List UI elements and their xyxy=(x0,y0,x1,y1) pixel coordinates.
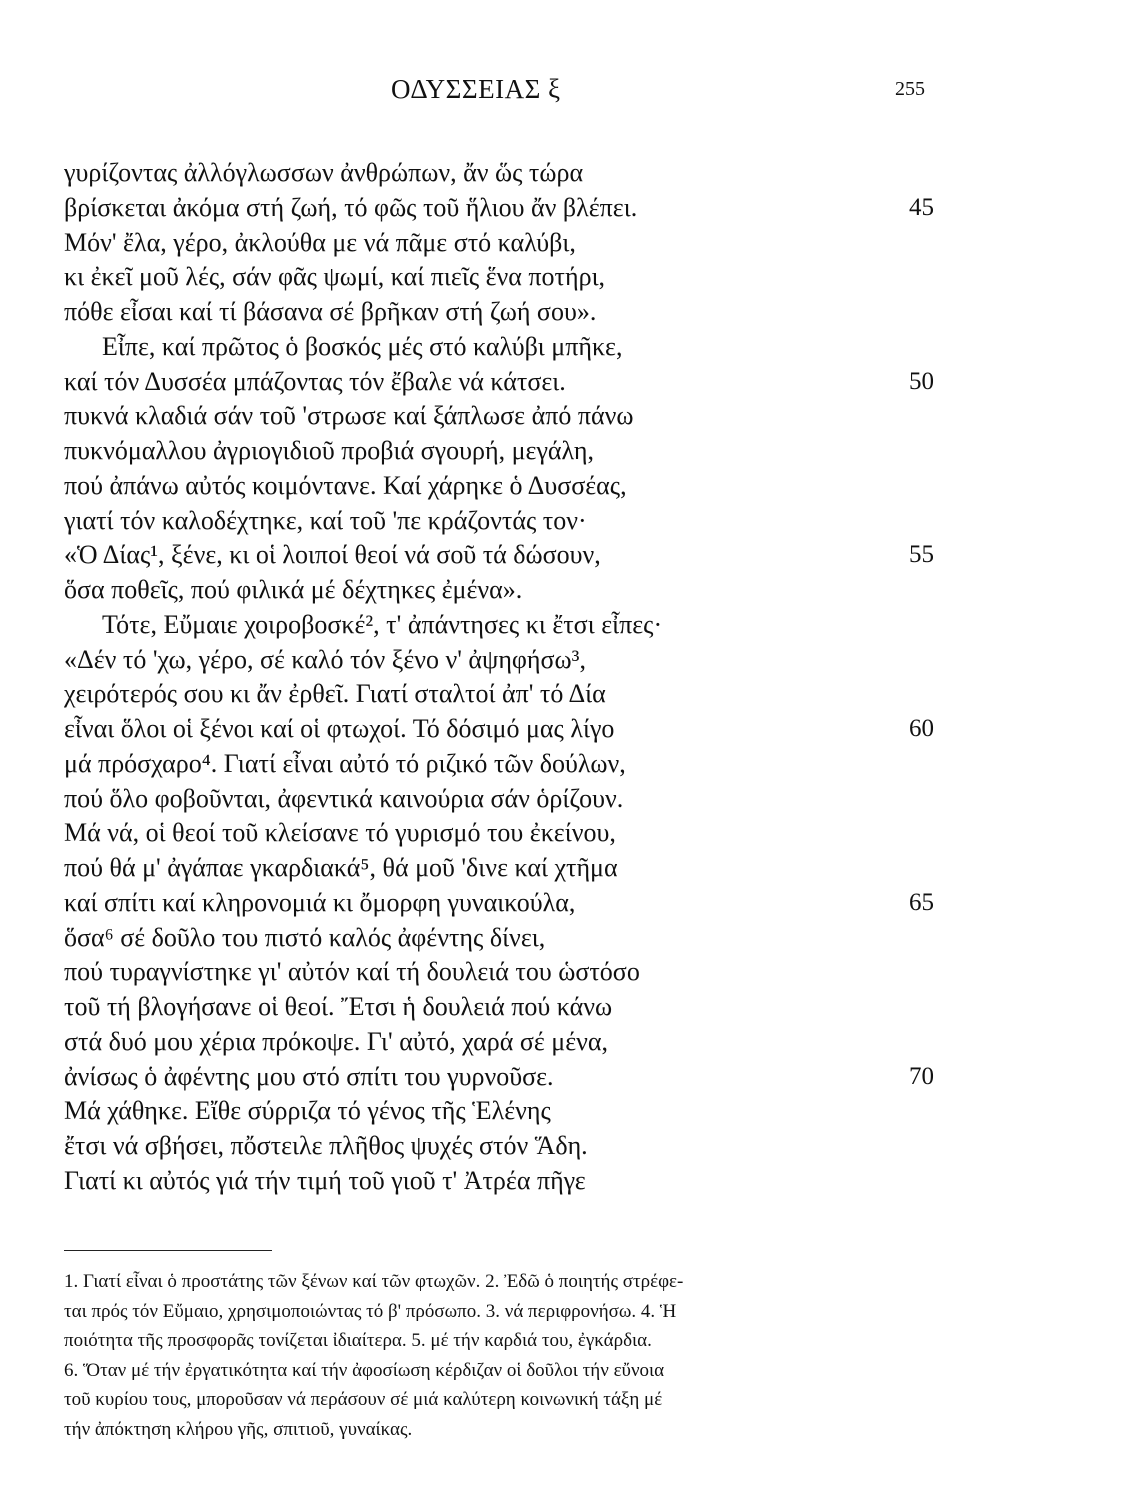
line-number: 45 xyxy=(909,193,934,221)
verse-line xyxy=(64,504,934,539)
verse-text: Εἶπε, καί πρῶτος ὁ βοσκός μές στό καλύβι μπῆκε, xyxy=(102,331,623,361)
verse-text: μά πρόσχαρο⁴. Γιατί εἶναι αὐτό τό ριζικό τῶν δούλων, xyxy=(64,748,626,778)
verse-line xyxy=(64,1025,934,1060)
verse-line xyxy=(64,747,934,782)
verse-text: Μά χάθηκε. Εἴθε σύρριζα τό γένος τῆς Ἑλένης xyxy=(64,1096,551,1126)
verse-text: ὅσα⁶ σέ δοῦλο του πιστό καλός ἀφέντης δίνει, xyxy=(64,922,546,952)
verse-line xyxy=(64,573,934,608)
footnote-divider xyxy=(64,1250,272,1251)
footnote-line: τήν ἀπόκτηση κλήρου γῆς, σπιτιοῦ, γυναίκας. xyxy=(64,1418,413,1440)
verse-line xyxy=(64,538,934,573)
verse-text: γυρίζοντας ἀλλόγλωσσων ἀνθρώπων, ἄν ὥς τώρα xyxy=(64,158,584,187)
verse-text: πυκνόμαλλου ἀγριογιδιοῦ προβιά σγουρή, μεγάλη, xyxy=(64,436,595,465)
verse-line xyxy=(64,712,934,747)
verse-text: ἀνίσως ὁ ἀφέντης μου στό σπίτι του γυρνοῦσε. xyxy=(64,1061,554,1091)
verse-text: πού θά μ' ἀγάπαε γκαρδιακά⁵, θά μοῦ 'δινε καί χτῆμα xyxy=(64,853,618,882)
page-header xyxy=(0,74,1131,114)
running-title: ΟΔΥΣΣΕΙΑΣ ξ xyxy=(391,74,561,104)
verse-line xyxy=(64,851,934,886)
footnotes xyxy=(64,1267,932,1445)
verse-line xyxy=(64,990,934,1025)
line-number: 60 xyxy=(909,715,934,742)
verse-text: πού ἀπάνω αὐτός κοιμόντανε. Καί χάρηκε ὁ Δυσσέας, xyxy=(64,470,627,500)
verse-line xyxy=(64,330,934,365)
verse-text: Γιατί κι αὐτός γιά τήν τιμή τοῦ γιοῦ τ' Ἀτρέα πῆγε xyxy=(64,1165,586,1195)
verse-line xyxy=(64,191,934,226)
verse-text: ἔτσι νά σβήσει, πὄστειλε πλῆθος ψυχές στόν Ἅδη. xyxy=(64,1131,588,1160)
verse-line xyxy=(64,1164,934,1199)
verse-text: Μόν' ἔλα, γέρο, ἀκλούθα με νά πᾶμε στό καλύβι, xyxy=(64,227,576,257)
verse-text: Τότε, Εὔμαιε χοιροβοσκέ², τ' ἀπάντησες κι ἔτσι εἶπες· xyxy=(102,609,663,639)
verse-text: καί σπίτι καί κληρονομιά κι ὄμορφη γυναικούλα, xyxy=(64,887,576,917)
verse-line xyxy=(64,434,934,469)
line-number: 55 xyxy=(909,541,934,569)
footnote-line: τοῦ κυρίου τους, μποροῦσαν νά περάσουν σέ μιά καλύτερη κοινωνική τάξη μέ xyxy=(64,1389,663,1411)
verse-text: πόθε εἶσαι καί τί βάσανα σέ βρῆκαν στή ζωή σου». xyxy=(64,297,597,326)
verse-text: χειρότερός σου κι ἄν ἐρθεῖ. Γιατί σταλτοί ἀπ' τό Δία xyxy=(64,679,606,709)
footnote-line: ται πρός τόν Εὔμαιο, χρησιμοποιώντας τό β' πρόσωπο. 3. νά περιφρονήσω. 4. Ἡ xyxy=(64,1300,677,1322)
verse-text: Μά νά, οἱ θεοί τοῦ κλείσανε τό γυρισμό του ἐκείνου, xyxy=(64,818,616,848)
verse-line xyxy=(64,1094,934,1129)
verse-text: στά δυό μου χέρια πρόκοψε. Γι' αὐτό, χαρά σέ μένα, xyxy=(64,1026,608,1056)
poem-verses xyxy=(64,156,934,1199)
verse-line xyxy=(64,260,934,295)
verse-line xyxy=(64,399,934,434)
verse-line xyxy=(64,921,934,956)
verse-text: πυκνά κλαδιά σάν τοῦ 'στρωσε καί ξάπλωσε ἀπό πάνω xyxy=(64,401,634,431)
footnote-line: 1. Γιατί εἶναι ὁ προστάτης τῶν ξένων καί τῶν φτωχῶν. 2. Ἐδῶ ὁ ποιητής στρέφε- xyxy=(64,1271,684,1292)
verse-text: ὅσα ποθεῖς, πού φιλικά μέ δέχτηκες ἐμένα». xyxy=(64,575,523,604)
line-number: 65 xyxy=(909,888,934,916)
verse-line xyxy=(64,1129,934,1164)
verse-text: πού τυραγνίστηκε γι' αὐτόν καί τή δουλειά του ὡστόσο xyxy=(64,957,640,987)
line-number: 70 xyxy=(909,1062,934,1090)
verse-line xyxy=(64,295,934,330)
verse-text: βρίσκεται ἀκόμα στή ζωή, τό φῶς τοῦ ἥλιου ἄν βλέπει. xyxy=(64,192,638,222)
verse-text: γιατί τόν καλοδέχτηκε, καί τοῦ 'πε κράζοντάς τον· xyxy=(64,505,587,535)
verse-text: καί τόν Δυσσέα μπάζοντας τόν ἔβαλε νά κάτσει. xyxy=(64,366,566,396)
verse-line xyxy=(64,677,934,712)
verse-text: εἶναι ὅλοι οἱ ξένοι καί οἱ φτωχοί. Τό δόσιμό μας λίγο xyxy=(64,714,615,743)
verse-text: κι ἐκεῖ μοῦ λές, σάν φᾶς ψωμί, καί πιεῖς ἕνα ποτήρι, xyxy=(64,262,606,292)
footnote-line: 6. Ὅταν μέ τήν ἐργατικότητα καί τήν ἀφοσίωση κέρδιζαν οἱ δοῦλοι τήν εὔνοια xyxy=(64,1359,665,1381)
verse-line xyxy=(64,816,934,851)
page-number: 255 xyxy=(895,78,925,100)
verse-line xyxy=(64,643,934,678)
verse-line xyxy=(64,1060,934,1095)
line-number: 50 xyxy=(909,367,934,395)
verse-text: τοῦ τή βλογήσανε οἱ θεοί. Ἔτσι ἡ δουλειά πού κάνω xyxy=(64,992,613,1021)
verse-text: «Δέν τό 'χω, γέρο, σέ καλό τόν ξένο ν' ἀψηφήσω³, xyxy=(64,644,586,674)
verse-line xyxy=(64,955,934,990)
verse-line xyxy=(64,608,934,643)
verse-line xyxy=(64,469,934,504)
footnote-line: ποιότητα τῆς προσφορᾶς τονίζεται ἰδιαίτερα. 5. μέ τήν καρδιά του, ἐγκάρδια. xyxy=(64,1330,652,1352)
verse-text: πού ὅλο φοβοῦνται, ἀφεντικά καινούρια σάν ὁρίζουν. xyxy=(64,783,624,813)
verse-line xyxy=(64,156,934,191)
verse-line xyxy=(64,782,934,817)
verse-text: «Ὁ Δίας¹, ξένε, κι οἱ λοιποί θεοί νά σοῦ τά δώσουν, xyxy=(64,540,601,570)
verse-line xyxy=(64,886,934,921)
verse-line xyxy=(64,226,934,261)
verse-line xyxy=(64,365,934,400)
